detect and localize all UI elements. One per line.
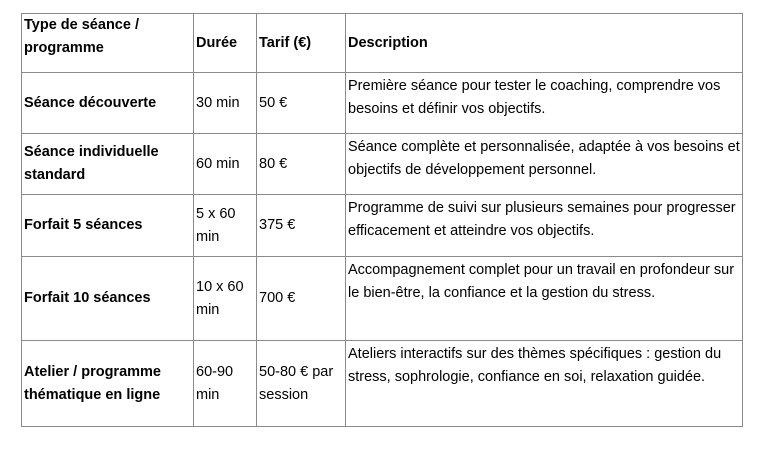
cell-type: Forfait 5 séances (22, 195, 194, 257)
table-row (22, 73, 743, 134)
cell-duree: 5 x 60 min (194, 195, 257, 257)
cell-description: Première séance pour tester le coaching, comprendre vos besoins et définir vos objectifs. (346, 73, 743, 134)
table-row (22, 341, 743, 427)
pricing-table (21, 13, 743, 427)
cell-description: Accompagnement complet pour un travail en profondeur sur le bien-être, la confiance et la gestion du stress. (346, 257, 743, 341)
table-header-row (22, 14, 743, 73)
cell-duree: 10 x 60 min (194, 257, 257, 341)
cell-tarif: 700 € (257, 257, 346, 341)
cell-description: Ateliers interactifs sur des thèmes spécifiques : gestion du stress, sophrologie, confiance en soi, relaxation guidée. (346, 341, 743, 427)
header-tarif: Tarif (€) (257, 14, 346, 73)
cell-type: Forfait 10 séances (22, 257, 194, 341)
cell-description: Programme de suivi sur plusieurs semaines pour progresser efficacement et atteindre vos objectifs. (346, 195, 743, 257)
cell-type: Séance individuelle standard (22, 134, 194, 195)
cell-duree: 30 min (194, 73, 257, 134)
cell-type: Séance découverte (22, 73, 194, 134)
table-row (22, 195, 743, 257)
cell-duree: 60 min (194, 134, 257, 195)
cell-tarif: 80 € (257, 134, 346, 195)
cell-tarif: 50 € (257, 73, 346, 134)
header-description: Description (346, 14, 743, 73)
pricing-table-container (21, 13, 743, 427)
table-row (22, 134, 743, 195)
cell-description: Séance complète et personnalisée, adaptée à vos besoins et objectifs de développement personnel. (346, 134, 743, 195)
header-type: Type de séance / programme (22, 14, 194, 73)
table-row (22, 257, 743, 341)
cell-tarif: 50-80 € par session (257, 341, 346, 427)
cell-duree: 60-90 min (194, 341, 257, 427)
cell-type: Atelier / programme thématique en ligne (22, 341, 194, 427)
cell-tarif: 375 € (257, 195, 346, 257)
header-duree: Durée (194, 14, 257, 73)
